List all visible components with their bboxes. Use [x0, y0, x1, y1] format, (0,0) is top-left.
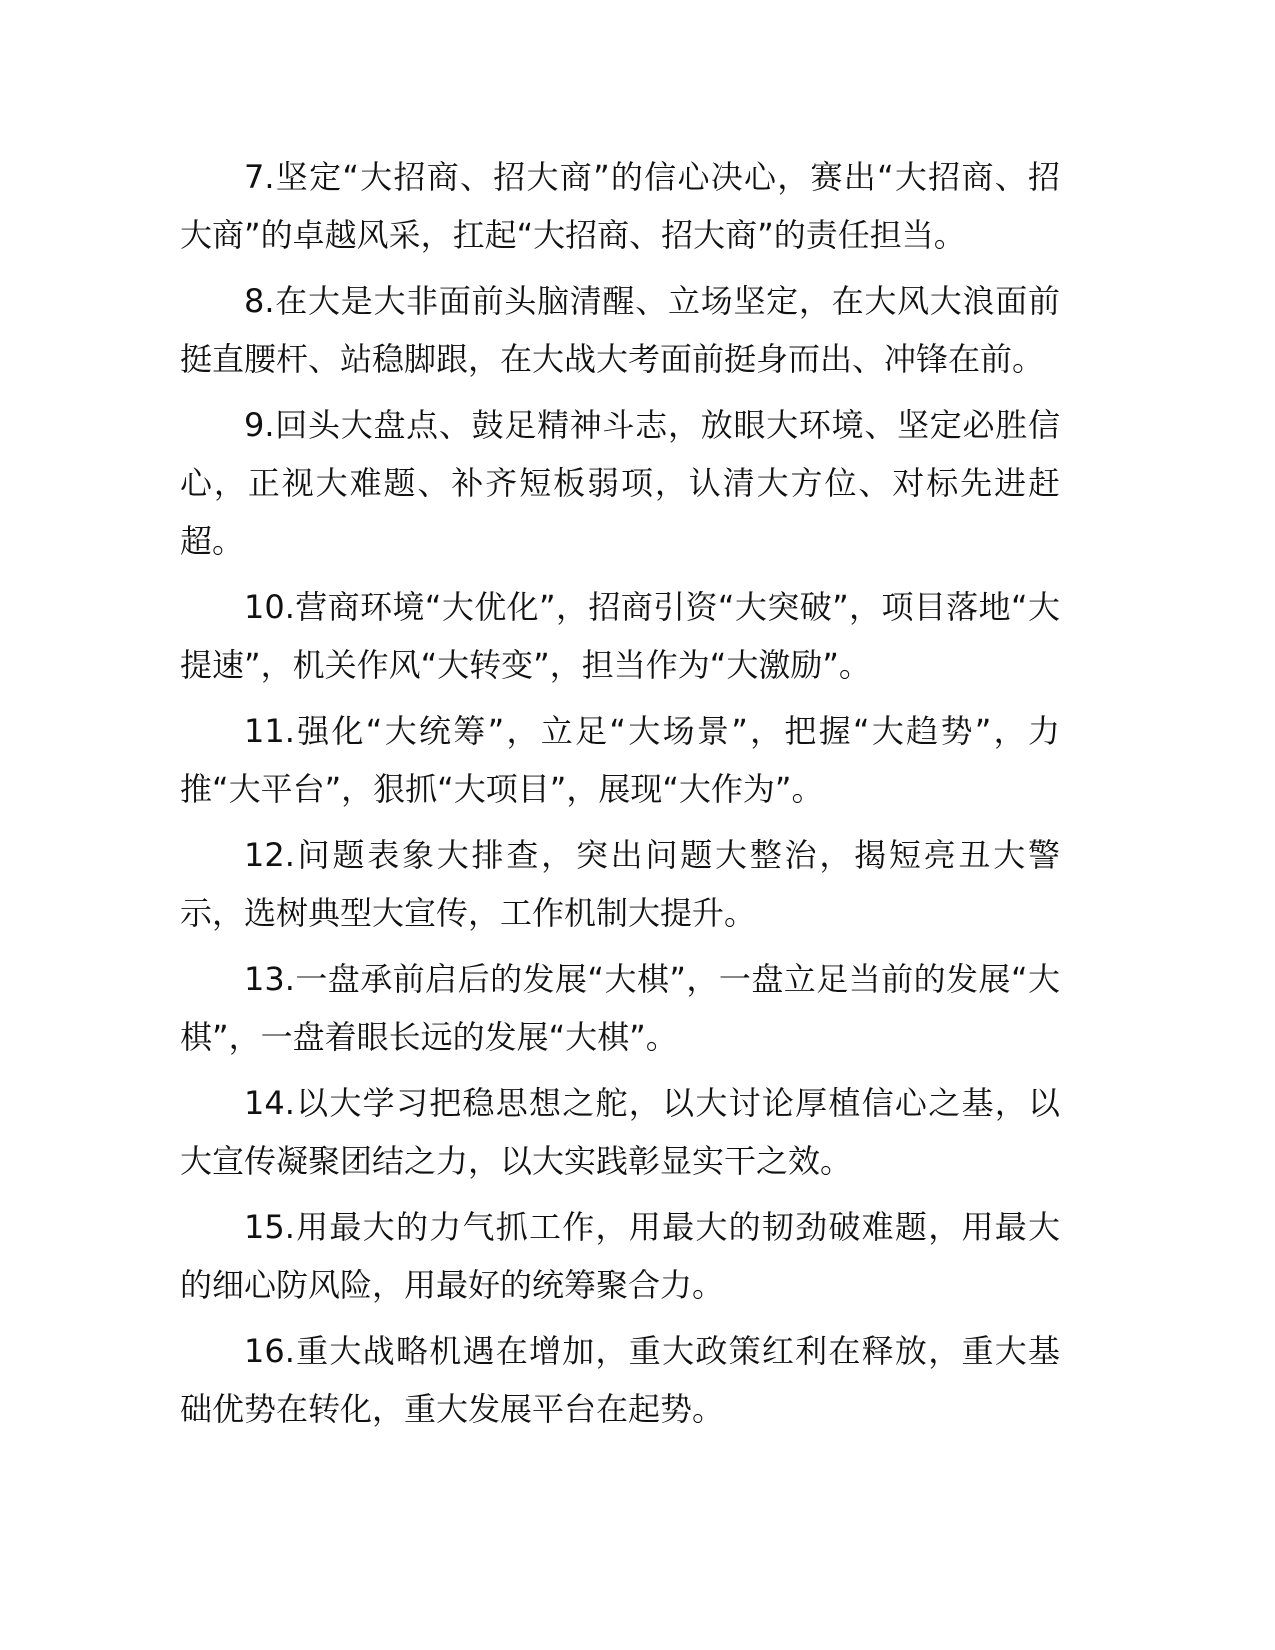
paragraph-14: 14.以大学习把稳思想之舵，以大讨论厚植信心之基，以大宣传凝聚团结之力，以大实践彰显实干之效。: [180, 1084, 1060, 1180]
paragraph-12: 12.问题表象大排查，突出问题大整治，揭短亮丑大警示，选树典型大宣传，工作机制大提升。: [180, 836, 1060, 932]
paragraph-8: 8.在大是大非面前头脑清醒、立场坚定，在大风大浪面前挺直腰杆、站稳脚跟，在大战大考面前挺身而出、冲锋在前。: [180, 282, 1060, 378]
paragraph-7: 7.坚定“大招商、招大商”的信心决心，赛出“大招商、招大商”的卓越风采，扛起“大招商、招大商”的责任担当。: [180, 158, 1060, 254]
paragraph-10: 10.营商环境“大优化”，招商引资“大突破”，项目落地“大提速”，机关作风“大转变”，担当作为“大激励”。: [180, 588, 1060, 684]
paragraph-9: 9.回头大盘点、鼓足精神斗志，放眼大环境、坚定必胜信心，正视大难题、补齐短板弱项，认清大方位、对标先进赶超。: [180, 406, 1060, 560]
paragraph-15: 15.用最大的力气抓工作，用最大的韧劲破难题，用最大的细心防风险，用最好的统筹聚合力。: [180, 1208, 1060, 1304]
paragraph-11: 11.强化“大统筹”，立足“大场景”，把握“大趋势”，力推“大平台”，狠抓“大项目”，展现“大作为”。: [180, 712, 1060, 808]
paragraph-16: 16.重大战略机遇在增加，重大政策红利在释放，重大基础优势在转化，重大发展平台在起势。: [180, 1332, 1060, 1428]
document-body: [180, 148, 1060, 1446]
paragraph-13: 13.一盘承前启后的发展“大棋”，一盘立足当前的发展“大棋”，一盘着眼长远的发展“大棋”。: [180, 960, 1060, 1056]
